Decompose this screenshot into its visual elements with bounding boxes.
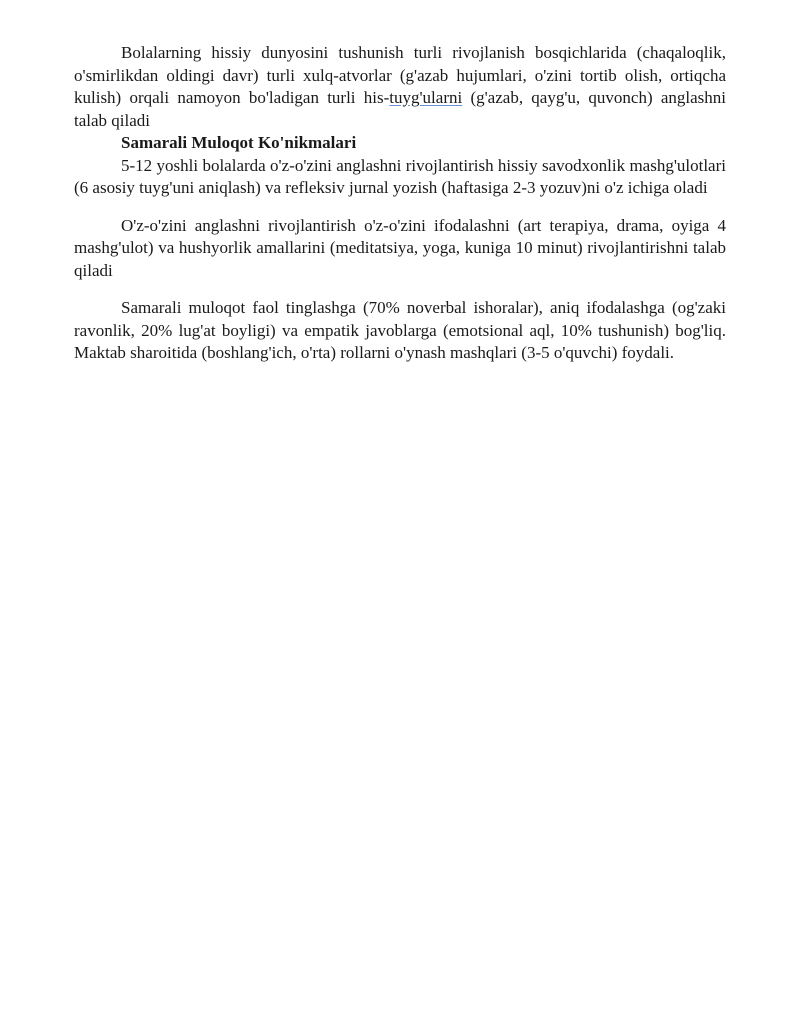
- paragraph-communication: Samarali muloqot faol tinglashga (70% noverbal ishoralar), aniq ifodalashga (og'zaki ravonlik, 20% lug'at boyligi) va empatik javoblarga (emotsional aql, 10% tushunish) bog'liq. Maktab sharoitida (boshlang'ich, o'rta) rollarni o'ynash mashqlari (3-5 o'quvchi) foydali.: [74, 298, 726, 362]
- section-heading: Samarali Muloqot Ko'nikmalari: [121, 133, 357, 152]
- paragraph-1-end: (g'azab, qayg'u, quvonch) anglashni talab qiladi: [74, 88, 726, 130]
- paragraph-self-expression: O'z-o'zini anglashni rivojlantirish o'z-o'zini ifodalashni (art terapiya, drama, oyiga 4 mashg'ulot) va hushyorlik amallarini (meditatsiya, yoga, kuniga 10 minut) rivojlantirishni talab qiladi: [74, 215, 726, 280]
- paragraph-1-text: Bolalarning hissiy dunyosini tushunish turli rivojlanish bosqichlarida (chaqaloqlik, o'smirlikdan oldingi davr) turli xulq-atvorlar (g'azab hujumlari, o'zini tortib olish, ortiqcha kulish) orqali namoyon bo'ladigan turli his-: [74, 43, 726, 107]
- paragraph-self-awareness: 5-12 yoshli bolalarda o'z-o'zini anglashni rivojlantirish hissiy savodxonlik mashg'ulotlari (6 asosiy tuyg'uni aniqlash) va refleksiv jurnal yozish (haftasiga 2-3 yozuv)ni o'z ichiga oladi: [74, 155, 726, 197]
- underlined-word: tuyg'ularni: [389, 88, 463, 107]
- document-page: [74, 42, 726, 365]
- paragraph-emotional-world: [74, 42, 726, 132]
